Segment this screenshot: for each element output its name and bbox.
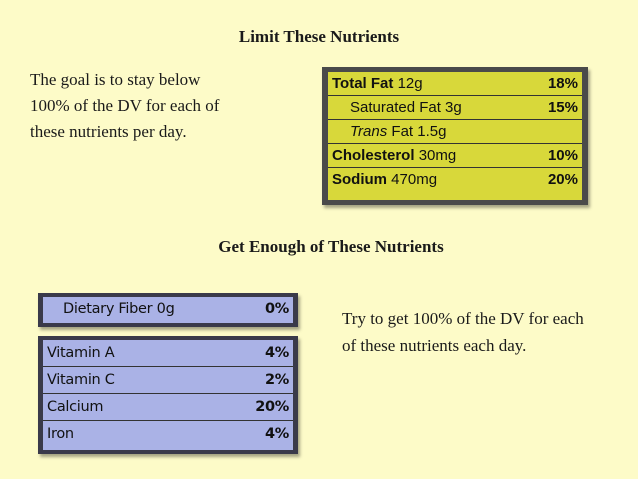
vitamin-c-label: Vitamin C <box>47 372 115 388</box>
cholesterol-amount: 30mg <box>418 147 457 164</box>
fiber-label: Dietary Fiber 0g <box>63 301 175 317</box>
vitamin-c-row <box>43 367 293 394</box>
trans-fat-row <box>328 120 582 144</box>
total-fat-amount: 12g <box>397 75 423 92</box>
cholesterol-row <box>328 144 582 168</box>
fiber-percent: 0% <box>264 301 289 317</box>
vitamins-minerals-panel <box>38 336 298 454</box>
iron-label: Iron <box>47 426 74 442</box>
limit-nutrients-panel <box>322 67 588 205</box>
total-fat-row <box>328 72 582 96</box>
enough-description: Try to get 100% of the DV for each of these nutrients each day. <box>342 309 584 355</box>
trans-fat-label: Fat 1.5g <box>391 123 447 140</box>
cholesterol-percent: 10% <box>547 147 578 164</box>
cholesterol-label: Cholesterol <box>332 147 415 164</box>
sodium-amount: 470mg <box>391 171 438 188</box>
sodium-row <box>328 168 582 192</box>
limit-description: The goal is to stay below 100% of the DV for each of these nutrients per day. <box>30 70 220 141</box>
calcium-label: Calcium <box>47 399 104 415</box>
total-fat-label: Total Fat <box>332 75 394 92</box>
fiber-panel <box>38 293 298 327</box>
sodium-percent: 20% <box>547 171 578 188</box>
enough-heading: Get Enough of These Nutrients <box>218 237 444 256</box>
iron-percent: 4% <box>264 426 289 442</box>
vitamin-c-percent: 2% <box>264 372 289 388</box>
total-fat-percent: 18% <box>547 75 578 92</box>
saturated-fat-percent: 15% <box>547 99 578 116</box>
saturated-fat-row <box>328 96 582 120</box>
calcium-percent: 20% <box>255 399 289 415</box>
vitamin-a-row <box>43 340 293 367</box>
iron-row <box>43 421 293 448</box>
limit-heading: Limit These Nutrients <box>238 27 400 46</box>
trans-fat-italic: Trans <box>350 123 388 140</box>
sodium-label: Sodium <box>332 171 387 188</box>
calcium-row <box>43 394 293 421</box>
vitamin-a-percent: 4% <box>264 345 289 361</box>
saturated-fat-label: Saturated Fat 3g <box>350 99 462 116</box>
vitamin-a-label: Vitamin A <box>47 345 115 361</box>
fiber-row <box>43 297 293 324</box>
